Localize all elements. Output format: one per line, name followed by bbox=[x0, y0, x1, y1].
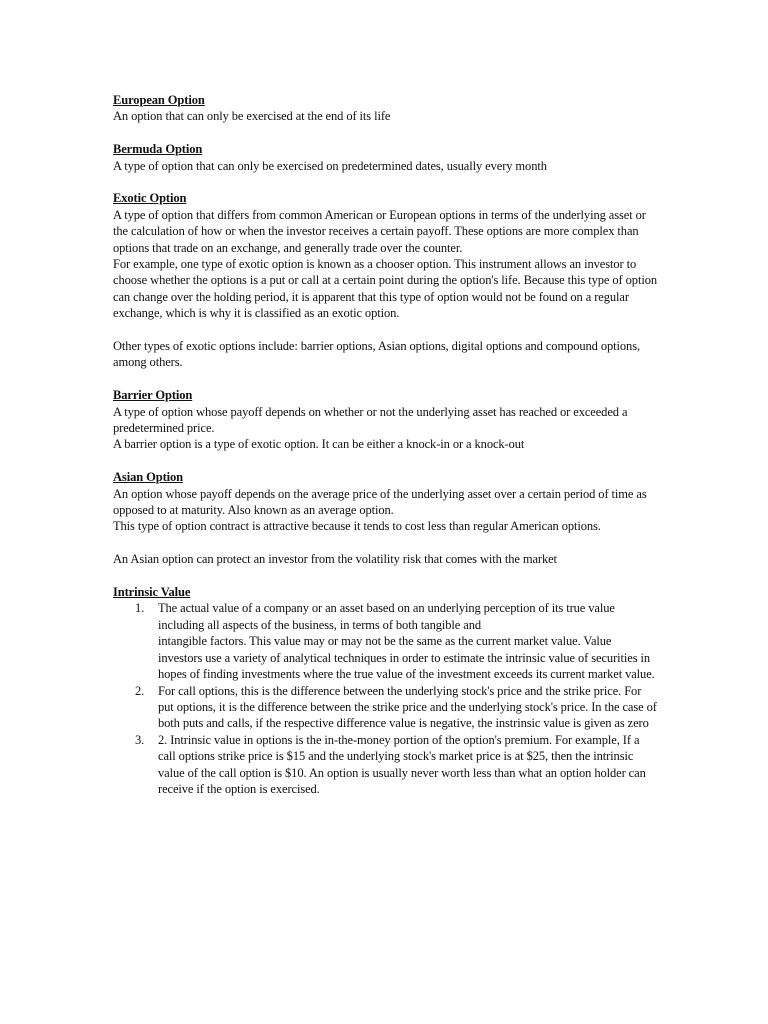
section-paragraph: A type of option that can only be exercised on predetermined dates, usually every month bbox=[113, 158, 547, 173]
section-asian-option bbox=[113, 469, 658, 567]
list-item-text: intangible factors. This value may or may not be the same as the current market value. Value investors use a variety of analytical techniques in order to estimate the intrinsic value of securities in hopes of finding investments where the true value of the investment exceeds its current market value. bbox=[158, 634, 655, 682]
section-heading: European Option bbox=[113, 93, 205, 107]
list-item-number: 1. bbox=[135, 601, 145, 616]
section-exotic-option bbox=[113, 190, 658, 370]
section-heading: Exotic Option bbox=[113, 191, 187, 206]
list-item-number: 3. bbox=[135, 732, 145, 747]
list-item-number: 2. bbox=[135, 683, 145, 698]
numbered-list bbox=[113, 600, 658, 797]
section-bermuda-option bbox=[113, 141, 658, 174]
section-paragraph: An Asian option can protect an investor from the volatility risk that comes with the market bbox=[113, 552, 557, 567]
section-heading: Barrier Option bbox=[113, 388, 193, 403]
section-european-option bbox=[113, 92, 658, 125]
blank-line bbox=[113, 322, 658, 338]
section-heading: Intrinsic Value bbox=[113, 585, 191, 600]
section-paragraph: A type of option that differs from common American or European options in terms of the underlying asset or the calculation of how or when the investor receives a certain payoff. These options are more complex than options that trade on an exchange, and generally trade over the counter. bbox=[113, 207, 646, 255]
section-paragraph: For example, one type of exotic option is known as a chooser option. This instrument allows an investor to choose whether the options is a put or call at a certain point during the option's life. Because this type of option can change over the holding period, it is apparent that this type of option would not be found on a regular exchange, which is why it is classified as an exotic option. bbox=[113, 257, 657, 321]
blank-line bbox=[113, 535, 658, 551]
section-heading: Asian Option bbox=[113, 470, 184, 485]
section-paragraph: This type of option contract is attractive because it tends to cost less than regular American options. bbox=[113, 519, 601, 534]
section-paragraph: Other types of exotic options include: barrier options, Asian options, digital options and compound options, among others. bbox=[113, 339, 640, 370]
list-item bbox=[113, 683, 658, 732]
section-paragraph: A type of option whose payoff depends on whether or not the underlying asset has reached or exceeded a predetermined price. bbox=[113, 404, 628, 436]
section-paragraph: A barrier option is a type of exotic option. It can be either a knock-in or a knock-out bbox=[113, 437, 525, 452]
list-item bbox=[113, 600, 658, 682]
section-paragraph: An option whose payoff depends on the average price of the underlying asset over a certain period of time as opposed to at maturity. Also known as an average option. bbox=[113, 486, 647, 518]
section-intrinsic-value bbox=[113, 584, 658, 797]
section-barrier-option bbox=[113, 387, 658, 453]
section-heading: Bermuda Option bbox=[113, 142, 203, 157]
list-item-text: For call options, this is the difference between the underlying stock's price and the strike price. For put options, it is the difference between the strike price and the underlying stock's price. In the case of both puts and calls, if the respective difference value is negative, the instrinsic value is given as zero bbox=[158, 683, 657, 731]
section-paragraph: An option that can only be exercised at the end of its life bbox=[113, 109, 391, 124]
list-item bbox=[113, 732, 658, 798]
list-item-text: The actual value of a company or an asset based on an underlying perception of its true value including all aspects of the business, in terms of both tangible and bbox=[158, 601, 615, 632]
document-page bbox=[113, 92, 658, 814]
list-item-text: 2. Intrinsic value in options is the in-the-money portion of the option's premium. For example, If a call options strike price is $15 and the underlying stock's market price is at $25, then the intrinsic value of the call option is $10. An option is usually never worth less than what an option holder can receive if the option is exercised. bbox=[158, 732, 646, 796]
